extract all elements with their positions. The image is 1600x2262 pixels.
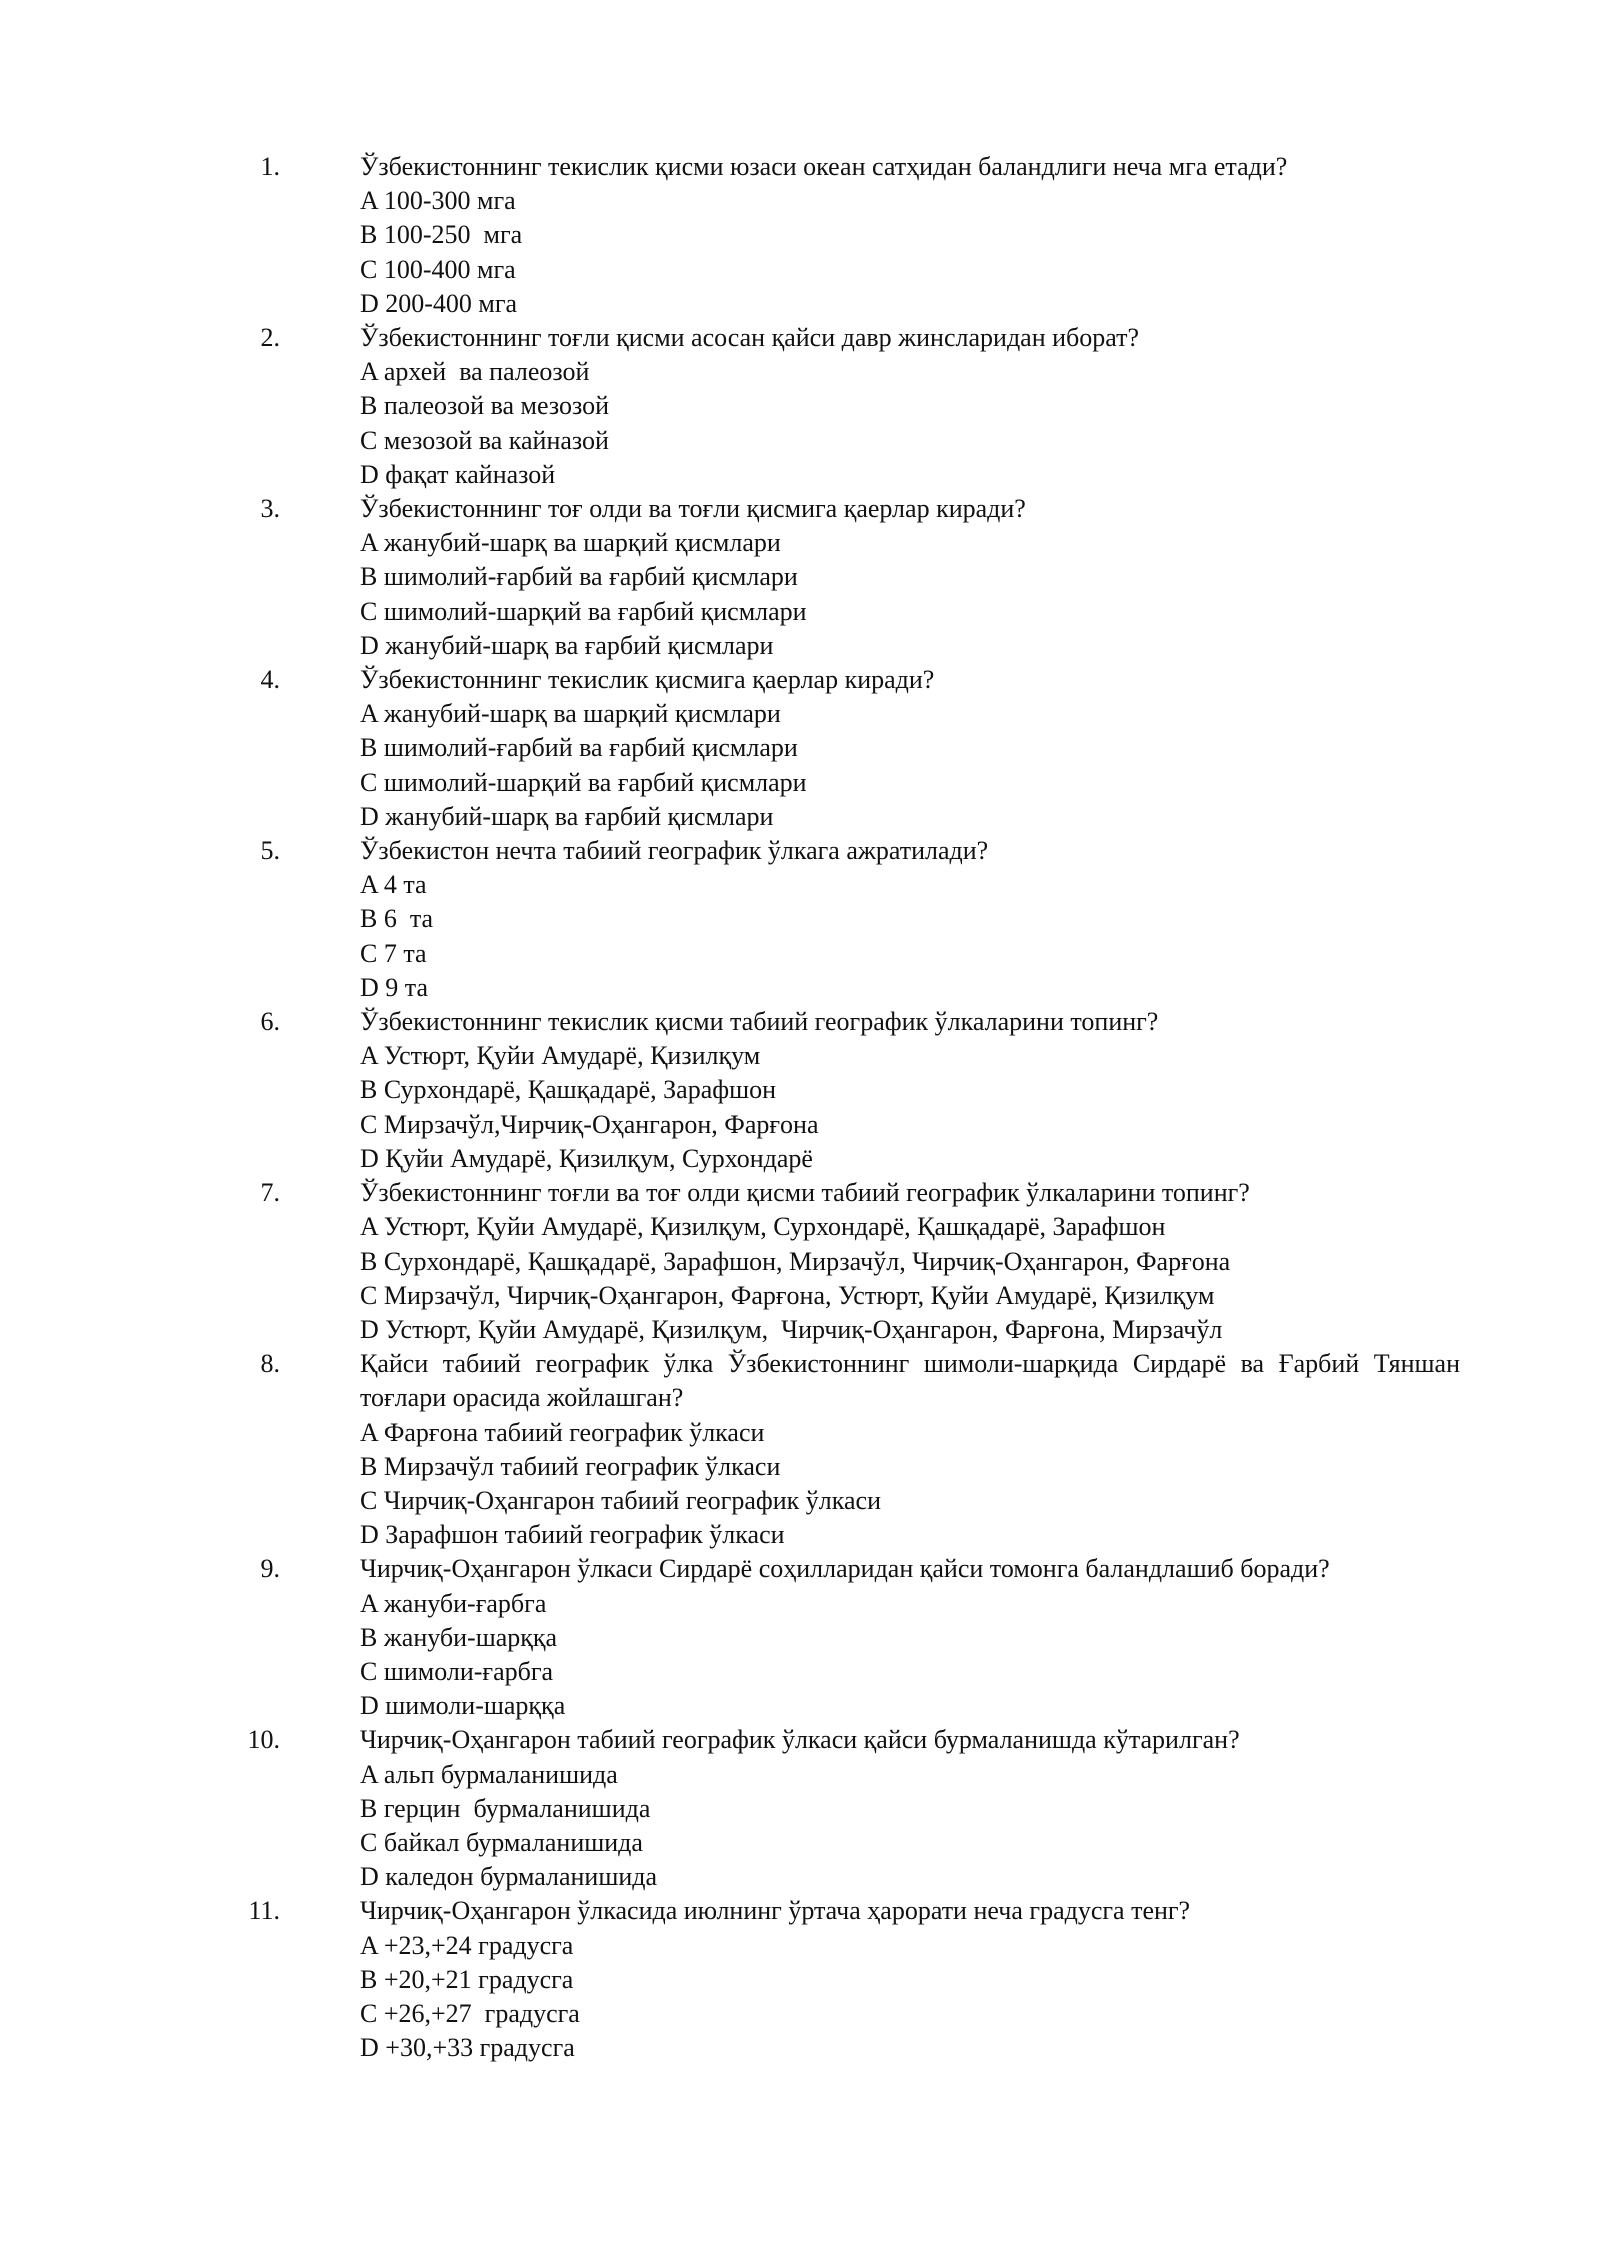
- answer-option: C Мирзачўл,Чирчиқ-Оҳангарон, Фарғона: [360, 1109, 819, 1139]
- question-number: 1.: [260, 152, 280, 181]
- question-body: [360, 150, 1460, 321]
- answer-option: C байкал бурмаланишида: [360, 1827, 643, 1857]
- answer-option: C мезозой ва кайназой: [360, 425, 609, 455]
- question-text: Ўзбекистоннинг тоғли ва тоғ олди қисми табиий географик ўлкаларини топинг?: [360, 1178, 1250, 1208]
- question-number: 3.: [260, 494, 280, 524]
- answer-option: B Сурхондарё, Қашқадарё, Зарафшон, Мирзачўл, Чирчиқ-Оҳангарон, Фарғона: [360, 1246, 1231, 1276]
- answer-option: A жануби-ғарбга: [360, 1588, 547, 1618]
- answer-option: D +30,+33 градусга: [360, 2033, 575, 2063]
- question-body: [360, 1005, 1460, 1176]
- answer-option: D Қуйи Амударё, Қизилқум, Сурхондарё: [360, 1143, 813, 1173]
- answer-option: B шимолий-ғарбий ва ғарбий қисмлари: [360, 733, 798, 763]
- question-text: Ўзбекистоннинг текислик қисмига қаерлар киради?: [360, 665, 935, 695]
- question-text: Ўзбекистоннинг тоғ олди ва тоғли қисмига қаерлар киради?: [360, 494, 1026, 524]
- answer-option: A 4 та: [360, 870, 427, 900]
- answer-option: D 200-400 мга: [360, 288, 518, 318]
- answer-option: C шимолий-шарқий ва ғарбий қисмлари: [360, 767, 807, 797]
- question-text: Ўзбекистоннинг текислик қисми табиий географик ўлкаларини топинг?: [360, 1007, 1159, 1037]
- question-number: 11.: [248, 1896, 280, 1926]
- question-body: [360, 1894, 1460, 2065]
- answer-option: B шимолий-ғарбий ва ғарбий қисмлари: [360, 562, 798, 592]
- answer-option: B +20,+21 градусга: [360, 1964, 574, 1994]
- answer-option: D Зарафшон табиий географик ўлкаси: [360, 1520, 785, 1550]
- question-body: [360, 492, 1460, 663]
- question-text: Қайси табиий географик ўлка Ўзбекистоннинг шимоли-шарқида Сирдарё ва Ғарбий Тяншан тоғлари орасида жойлашган?: [360, 1349, 1460, 1413]
- question-body: [360, 663, 1460, 834]
- question-text: Чирчиқ-Оҳангарон ўлкаси Сирдарё соҳилларидан қайси томонга баландлашиб боради?: [360, 1554, 1330, 1584]
- answer-option: D каледон бурмаланишида: [360, 1862, 658, 1892]
- answer-option: A альп бурмаланишида: [360, 1759, 618, 1789]
- answer-option: A Фарғона табиий географик ўлкаси: [360, 1417, 765, 1447]
- question-body: [360, 1176, 1460, 1347]
- answer-option: A жанубий-шарқ ва шарқий қисмлари: [360, 528, 781, 558]
- answer-option: C +26,+27 градусга: [360, 1998, 580, 2028]
- answer-option: C шимолий-шарқий ва ғарбий қисмлари: [360, 596, 807, 626]
- question-text: Ўзбекистоннинг тоғли қисми асосан қайси давр жинсларидан иборат?: [360, 323, 1140, 353]
- answer-option: A жанубий-шарқ ва шарқий қисмлари: [360, 699, 781, 729]
- question-body: [360, 1552, 1460, 1723]
- answer-option: D жанубий-шарқ ва ғарбий қисмлари: [360, 630, 774, 660]
- question-body: [360, 1723, 1460, 1894]
- answer-option: B палеозой ва мезозой: [360, 391, 610, 421]
- question-text: Ўзбекистоннинг текислик қисми юзаси океан сатҳидан баландлиги неча мга етади?: [360, 152, 1288, 181]
- question-body: [360, 321, 1460, 492]
- answer-option: D жанубий-шарқ ва ғарбий қисмлари: [360, 801, 774, 831]
- answer-option: C Мирзачўл, Чирчиқ-Оҳангарон, Фарғона, Устюрт, Қуйи Амударё, Қизилқум: [360, 1280, 1215, 1310]
- answer-option: B 100-250 мга: [360, 220, 523, 250]
- question-item: [0, 150, 1600, 321]
- answer-option: A Устюрт, Қуйи Амударё, Қизилқум: [360, 1041, 761, 1071]
- question-text: Чирчиқ-Оҳангарон табиий географик ўлкаси қайси бурмаланишда кўтарилган?: [360, 1725, 1240, 1755]
- answer-option: D шимоли-шарққа: [360, 1691, 566, 1721]
- answer-option: C 7 та: [360, 938, 427, 968]
- answer-option: C 100-400 мга: [360, 254, 516, 284]
- question-item: [0, 1005, 1600, 1176]
- answer-option: A Устюрт, Қуйи Амударё, Қизилқум, Сурхондарё, Қашқадарё, Зарафшон: [360, 1212, 1166, 1242]
- answer-option: B Сурхондарё, Қашқадарё, Зарафшон: [360, 1075, 777, 1105]
- answer-option: A +23,+24 градусга: [360, 1930, 574, 1960]
- answer-option: B 6 та: [360, 904, 434, 934]
- question-body: [360, 1347, 1460, 1552]
- question-number: 7.: [260, 1178, 280, 1208]
- answer-option: A 100-300 мга: [360, 186, 516, 216]
- answer-option: B Мирзачўл табиий географик ўлкаси: [360, 1451, 781, 1481]
- answer-option: C шимоли-ғарбга: [360, 1656, 554, 1686]
- question-item: [0, 1552, 1600, 1723]
- question-item: [0, 321, 1600, 492]
- question-number: 4.: [260, 665, 280, 695]
- question-number: 8.: [260, 1349, 280, 1379]
- answer-option: C Чирчиқ-Оҳангарон табиий географик ўлкаси: [360, 1485, 881, 1515]
- question-number: 9.: [260, 1554, 280, 1584]
- answer-option: D Устюрт, Қуйи Амударё, Қизилқум, Чирчиқ-Оҳангарон, Фарғона, Мирзачўл: [360, 1314, 1223, 1344]
- answer-option: B герцин бурмаланишида: [360, 1793, 651, 1823]
- question-number: 2.: [260, 323, 280, 353]
- question-text: Чирчиқ-Оҳангарон ўлкасида июлнинг ўртача ҳарорати неча градусга тенг?: [360, 1896, 1191, 1926]
- question-number: 10.: [247, 1725, 280, 1755]
- answer-option: D фақат кайназой: [360, 459, 556, 489]
- question-item: [0, 1894, 1600, 2065]
- question-item: [0, 1347, 1600, 1552]
- question-number: 5.: [260, 836, 280, 866]
- question-item: [0, 663, 1600, 834]
- question-body: [360, 834, 1460, 1005]
- question-text: Ўзбекистон нечта табиий географик ўлкага ажратилади?: [360, 836, 989, 866]
- question-item: [0, 834, 1600, 1005]
- question-item: [0, 1176, 1600, 1347]
- answer-option: D 9 та: [360, 972, 428, 1002]
- answer-option: A архей ва палеозой: [360, 357, 590, 387]
- question-item: [0, 1723, 1600, 1894]
- answer-option: B жануби-шарққа: [360, 1622, 558, 1652]
- question-item: [0, 492, 1600, 663]
- question-number: 6.: [260, 1007, 280, 1037]
